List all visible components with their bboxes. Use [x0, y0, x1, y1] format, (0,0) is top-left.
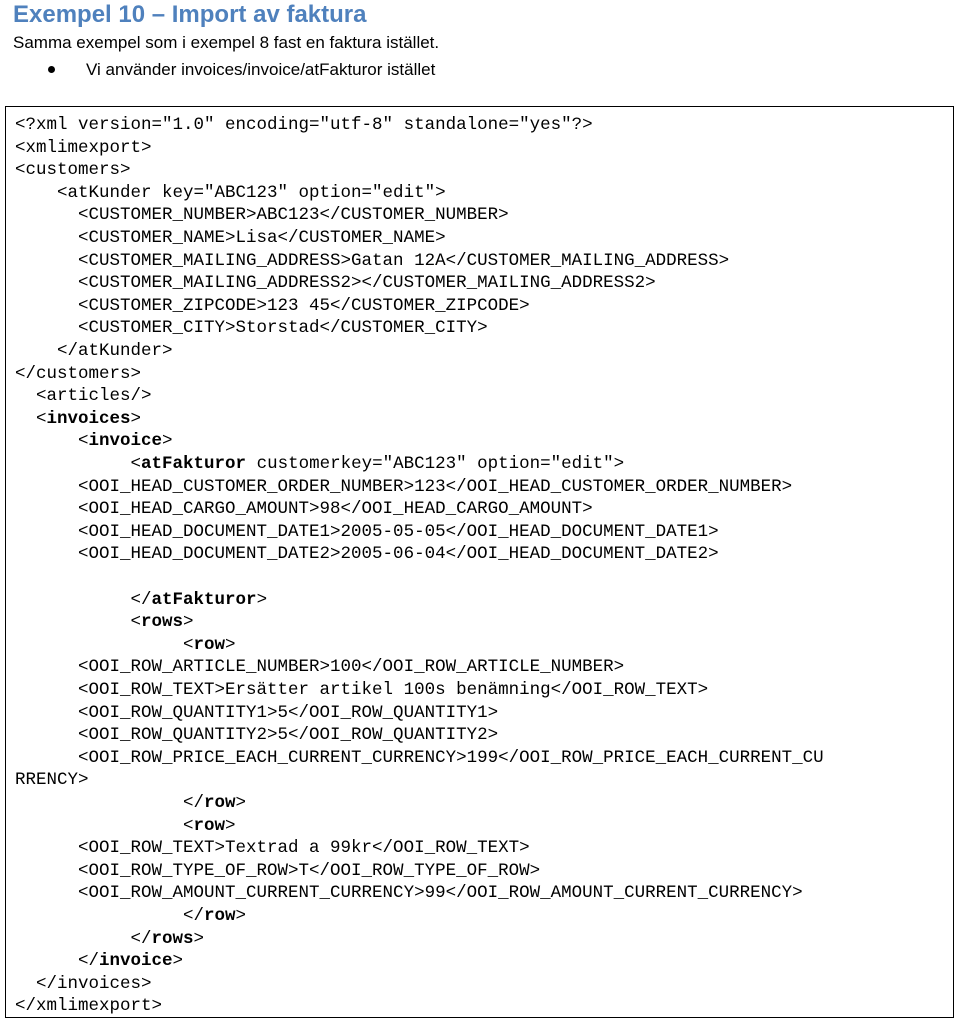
- code-line: [15, 385, 152, 407]
- code-text: <OOI_ROW_QUANTITY2>5</OOI_ROW_QUANTITY2>: [15, 725, 499, 746]
- code-line: [15, 543, 719, 565]
- code-line: [15, 295, 530, 317]
- code-line: [15, 973, 152, 995]
- code-text: >: [256, 589, 268, 610]
- code-keyword: atFakturor: [151, 589, 257, 610]
- code-line: [15, 928, 204, 950]
- code-keyword: rows: [151, 928, 194, 949]
- code-text: <?xml version="1.0" encoding="utf-8" standalone="yes"?>: [15, 115, 593, 135]
- code-text: <CUSTOMER_CITY>Storstad</CUSTOMER_CITY>: [15, 318, 488, 339]
- code-text: </invoices>: [15, 973, 152, 994]
- code-line: [15, 860, 540, 882]
- code-line: [15, 724, 498, 746]
- code-line: [15, 114, 593, 136]
- code-text: >: [183, 612, 194, 633]
- code-line: [15, 430, 173, 452]
- code-keyword: invoice: [88, 431, 163, 452]
- code-keyword: row: [204, 906, 236, 926]
- code-text: <: [15, 634, 194, 655]
- code-text: <CUSTOMER_MAILING_ADDRESS>Gatan 12A</CUSTOMER_MAILING_ADDRESS>: [15, 250, 730, 271]
- code-line: [15, 611, 194, 633]
- code-text: </xmlimexport>: [15, 996, 163, 1017]
- code-text: <OOI_ROW_QUANTITY1>5</OOI_ROW_QUANTITY1>: [15, 702, 499, 723]
- code-text: <OOI_HEAD_CUSTOMER_ORDER_NUMBER>123</OOI_HEAD_CUSTOMER_ORDER_NUMBER>: [15, 476, 793, 497]
- code-text: <customers>: [15, 160, 131, 181]
- code-text: </: [15, 906, 205, 926]
- code-text: <atKunder key="ABC123" option="edit">: [15, 182, 446, 203]
- code-line: [15, 950, 183, 972]
- code-line: [15, 250, 729, 272]
- code-line: [15, 589, 267, 611]
- bullet-text: Vi använder invoices/invoice/atFakturor istället: [86, 60, 436, 79]
- code-text: >: [225, 815, 236, 836]
- code-text: >: [162, 431, 173, 452]
- code-line: [15, 679, 708, 701]
- code-text: <CUSTOMER_ZIPCODE>123 45</CUSTOMER_ZIPCODE>: [15, 295, 530, 316]
- code-text: <OOI_ROW_AMOUNT_CURRENT_CURRENCY>99</OOI_ROW_AMOUNT_CURRENT_CURRENCY>: [15, 883, 803, 904]
- code-text: <CUSTOMER_MAILING_ADDRESS2></CUSTOMER_MAILING_ADDRESS2>: [15, 273, 656, 294]
- code-line: [15, 995, 162, 1017]
- code-text: </: [15, 793, 205, 813]
- code-text: >: [235, 906, 247, 926]
- code-line: [15, 905, 246, 927]
- bullet-item: [48, 59, 435, 81]
- code-text: RRENCY>: [15, 770, 89, 791]
- code-line: [15, 747, 824, 769]
- code-keyword: invoice: [99, 951, 173, 972]
- code-line: [15, 792, 246, 814]
- code-line: [15, 634, 236, 656]
- code-text: </atKunder>: [15, 341, 173, 361]
- bullet-list: [48, 59, 435, 81]
- code-text: </: [15, 928, 152, 949]
- code-text: <articles/>: [15, 386, 152, 407]
- code-text: </: [15, 589, 152, 610]
- code-text: >: [130, 408, 142, 429]
- code-keyword: atFakturor: [141, 454, 247, 474]
- code-text: >: [235, 793, 247, 813]
- code-text: <xmlimexport>: [15, 137, 152, 158]
- bullet-icon: [48, 66, 55, 73]
- code-line: [15, 476, 792, 498]
- code-text: <: [15, 431, 89, 452]
- code-line: [15, 204, 509, 226]
- code-text: <: [15, 454, 142, 474]
- code-line: [15, 182, 446, 204]
- code-text: <OOI_ROW_TEXT>Ersätter artikel 100s benämning</OOI_ROW_TEXT>: [15, 680, 709, 700]
- code-line: [15, 340, 173, 362]
- code-line: [15, 882, 803, 904]
- code-text: <OOI_HEAD_DOCUMENT_DATE2>2005-06-04</OOI_HEAD_DOCUMENT_DATE2>: [15, 544, 719, 565]
- code-text: <: [15, 815, 194, 836]
- code-text: customerkey="ABC123" option="edit">: [246, 454, 625, 474]
- code-line: [15, 272, 656, 294]
- code-line: [15, 498, 593, 520]
- xml-code-block: [5, 106, 954, 1018]
- code-keyword: rows: [141, 612, 184, 633]
- code-text: <OOI_ROW_TEXT>Textrad a 99kr</OOI_ROW_TEXT>: [15, 838, 530, 859]
- code-keyword: invoices: [46, 408, 131, 429]
- code-line: [15, 137, 152, 159]
- code-keyword: row: [193, 634, 226, 655]
- code-text: <: [15, 612, 142, 633]
- code-text: <OOI_ROW_PRICE_EACH_CURRENT_CURRENCY>199</OOI_ROW_PRICE_EACH_CURRENT_CU: [15, 747, 824, 768]
- code-line: [15, 408, 141, 430]
- code-line: [15, 363, 141, 385]
- code-text: >: [172, 951, 184, 972]
- code-line: [15, 159, 131, 181]
- code-line: [15, 769, 89, 791]
- code-line: [15, 453, 624, 475]
- page-heading: Exempel 10 – Import av faktura: [13, 1, 367, 28]
- code-line: [15, 227, 446, 249]
- code-text: <OOI_ROW_ARTICLE_NUMBER>100</OOI_ROW_ARTICLE_NUMBER>: [15, 657, 625, 678]
- code-text: </: [15, 951, 100, 972]
- code-text: <OOI_HEAD_DOCUMENT_DATE1>2005-05-05</OOI_HEAD_DOCUMENT_DATE1>: [15, 521, 719, 542]
- code-line: [15, 521, 719, 543]
- code-text: <OOI_HEAD_CARGO_AMOUNT>98</OOI_HEAD_CARGO_AMOUNT>: [15, 499, 593, 520]
- code-text: >: [193, 928, 205, 949]
- code-line: [15, 837, 530, 859]
- intro-text: Samma exempel som i exempel 8 fast en faktura istället.: [13, 33, 440, 52]
- code-text: </customers>: [15, 363, 142, 384]
- code-line: [15, 656, 624, 678]
- code-line: [15, 702, 498, 724]
- code-keyword: row: [204, 793, 236, 813]
- code-text: <CUSTOMER_NUMBER>ABC123</CUSTOMER_NUMBER>: [15, 205, 509, 226]
- code-text: <: [15, 408, 47, 429]
- code-keyword: row: [193, 815, 226, 836]
- code-line: [15, 317, 488, 339]
- code-text: <OOI_ROW_TYPE_OF_ROW>T</OOI_ROW_TYPE_OF_ROW>: [15, 860, 541, 881]
- code-text: >: [225, 634, 236, 655]
- code-text: <CUSTOMER_NAME>Lisa</CUSTOMER_NAME>: [15, 228, 446, 248]
- code-line: [15, 815, 236, 837]
